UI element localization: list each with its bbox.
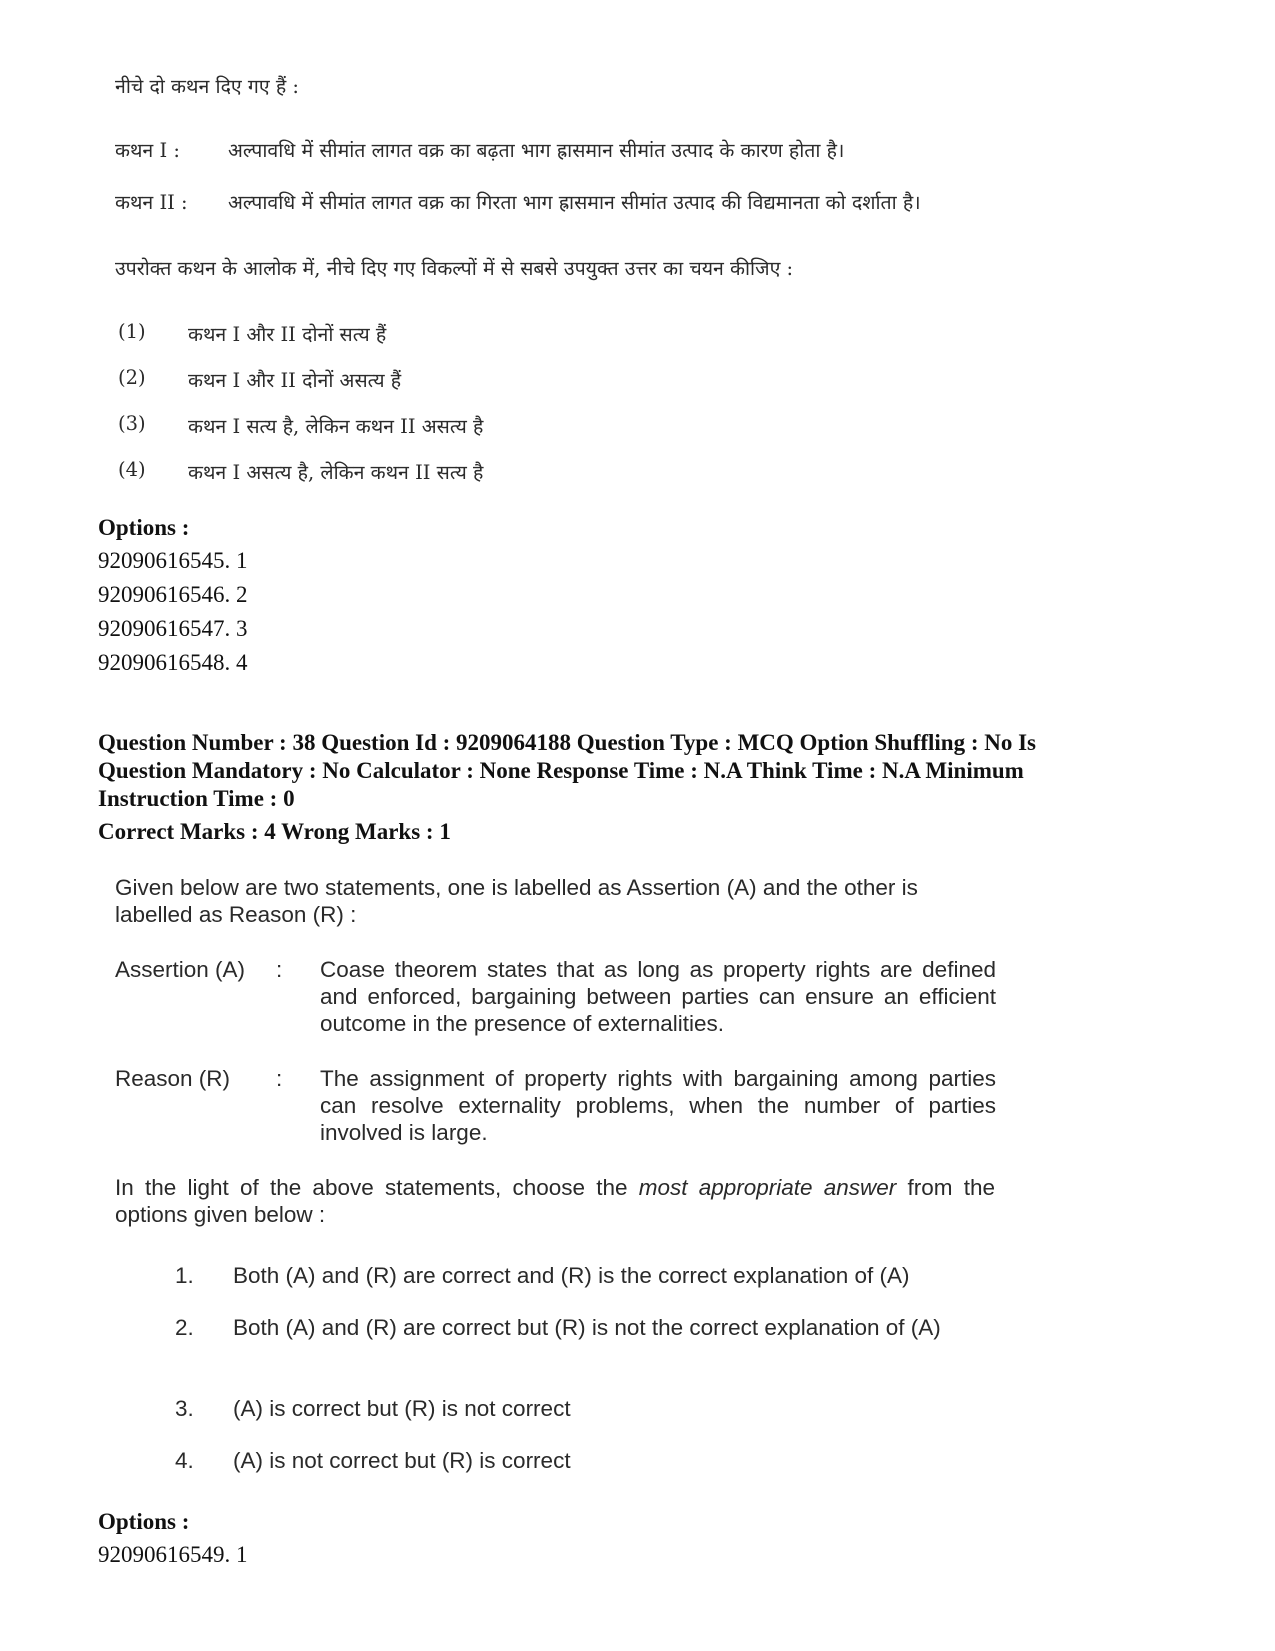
choice-2-text: Both (A) and (R) are correct but (R) is not the correct explanation of (A): [233, 1315, 941, 1340]
choice-4-text: (A) is not correct but (R) is correct: [233, 1448, 571, 1473]
assertion-text: Coase theorem states that as long as property rights are defined and enforced, bargaining between parties can ensure an efficient outcome in the presence of externalities.: [320, 957, 996, 1036]
prev-choice-2-text: कथन I और II दोनों असत्य हैं: [188, 369, 402, 392]
question-marks: Correct Marks : 4 Wrong Marks : 1: [98, 819, 451, 844]
statement-2-label: कथन II :: [115, 191, 188, 214]
prev-choice-1-text: कथन I और II दोनों सत्य हैं: [188, 323, 387, 346]
choice-3-num: 3.: [175, 1396, 194, 1421]
prev-options-heading: Options :: [98, 515, 190, 540]
prev-choice-4-num: (4): [118, 458, 146, 481]
prev-choice-1-num: (1): [118, 320, 146, 343]
choice-4-num: 4.: [175, 1448, 194, 1473]
choice-2-num: 2.: [175, 1315, 194, 1340]
statement-1-label: कथन I :: [115, 139, 180, 162]
prev-choice-2-num: (2): [118, 366, 146, 389]
prev-prompt: उपरोक्त कथन के आलोक में, नीचे दिए गए विकल्पों में से सबसे उपयुक्त उत्तर का चयन कीजिए :: [115, 257, 794, 280]
statement-2-text: अल्पावधि में सीमांत लागत वक्र का गिरता भाग ह्रासमान सीमांत उत्पाद की विद्यमानता को दर्शाता है।: [228, 191, 921, 214]
reason-text: The assignment of property rights with bargaining among parties can resolve externality problems, when the number of parties involved is large.: [320, 1066, 996, 1145]
assertion-colon: :: [276, 957, 283, 982]
reason-label: Reason (R): [115, 1066, 231, 1091]
prev-option-3: 92090616547. 3: [98, 616, 248, 641]
prev-option-2: 92090616546. 2: [98, 582, 248, 607]
option-1: 92090616549. 1: [98, 1542, 248, 1567]
question-intro: Given below are two statements, one is labelled as Assertion (A) and the other is labelled as Reason (R) :: [115, 875, 918, 927]
prev-intro: नीचे दो कथन दिए गए हैं :: [115, 75, 299, 98]
prev-choice-4-text: कथन I असत्य है, लेकिन कथन II सत्य है: [188, 461, 484, 484]
prev-choice-3-num: (3): [118, 412, 146, 435]
prev-option-1: 92090616545. 1: [98, 548, 248, 573]
options-heading: Options :: [98, 1509, 190, 1534]
choice-3-text: (A) is correct but (R) is not correct: [233, 1396, 571, 1421]
question-prompt: In the light of the above statements, choose the most appropriate answer from the options given below :: [115, 1175, 996, 1227]
prev-option-4: 92090616548. 4: [98, 650, 248, 675]
statement-1-text: अल्पावधि में सीमांत लागत वक्र का बढ़ता भाग ह्रासमान सीमांत उत्पाद के कारण होता है।: [228, 139, 845, 162]
question-meta: Question Number : 38 Question Id : 9209064188 Question Type : MCQ Option Shuffling : No Is Question Mandatory : No Calculator : None Response Time : N.A Think Time : N.A Minimum Instruction Time : 0: [98, 730, 1037, 811]
choice-1-text: Both (A) and (R) are correct and (R) is the correct explanation of (A): [233, 1263, 910, 1288]
assertion-label: Assertion (A): [115, 957, 246, 982]
choice-1-num: 1.: [175, 1263, 194, 1288]
prev-choice-3-text: कथन I सत्य है, लेकिन कथन II असत्य है: [188, 415, 484, 438]
reason-colon: :: [276, 1066, 283, 1091]
